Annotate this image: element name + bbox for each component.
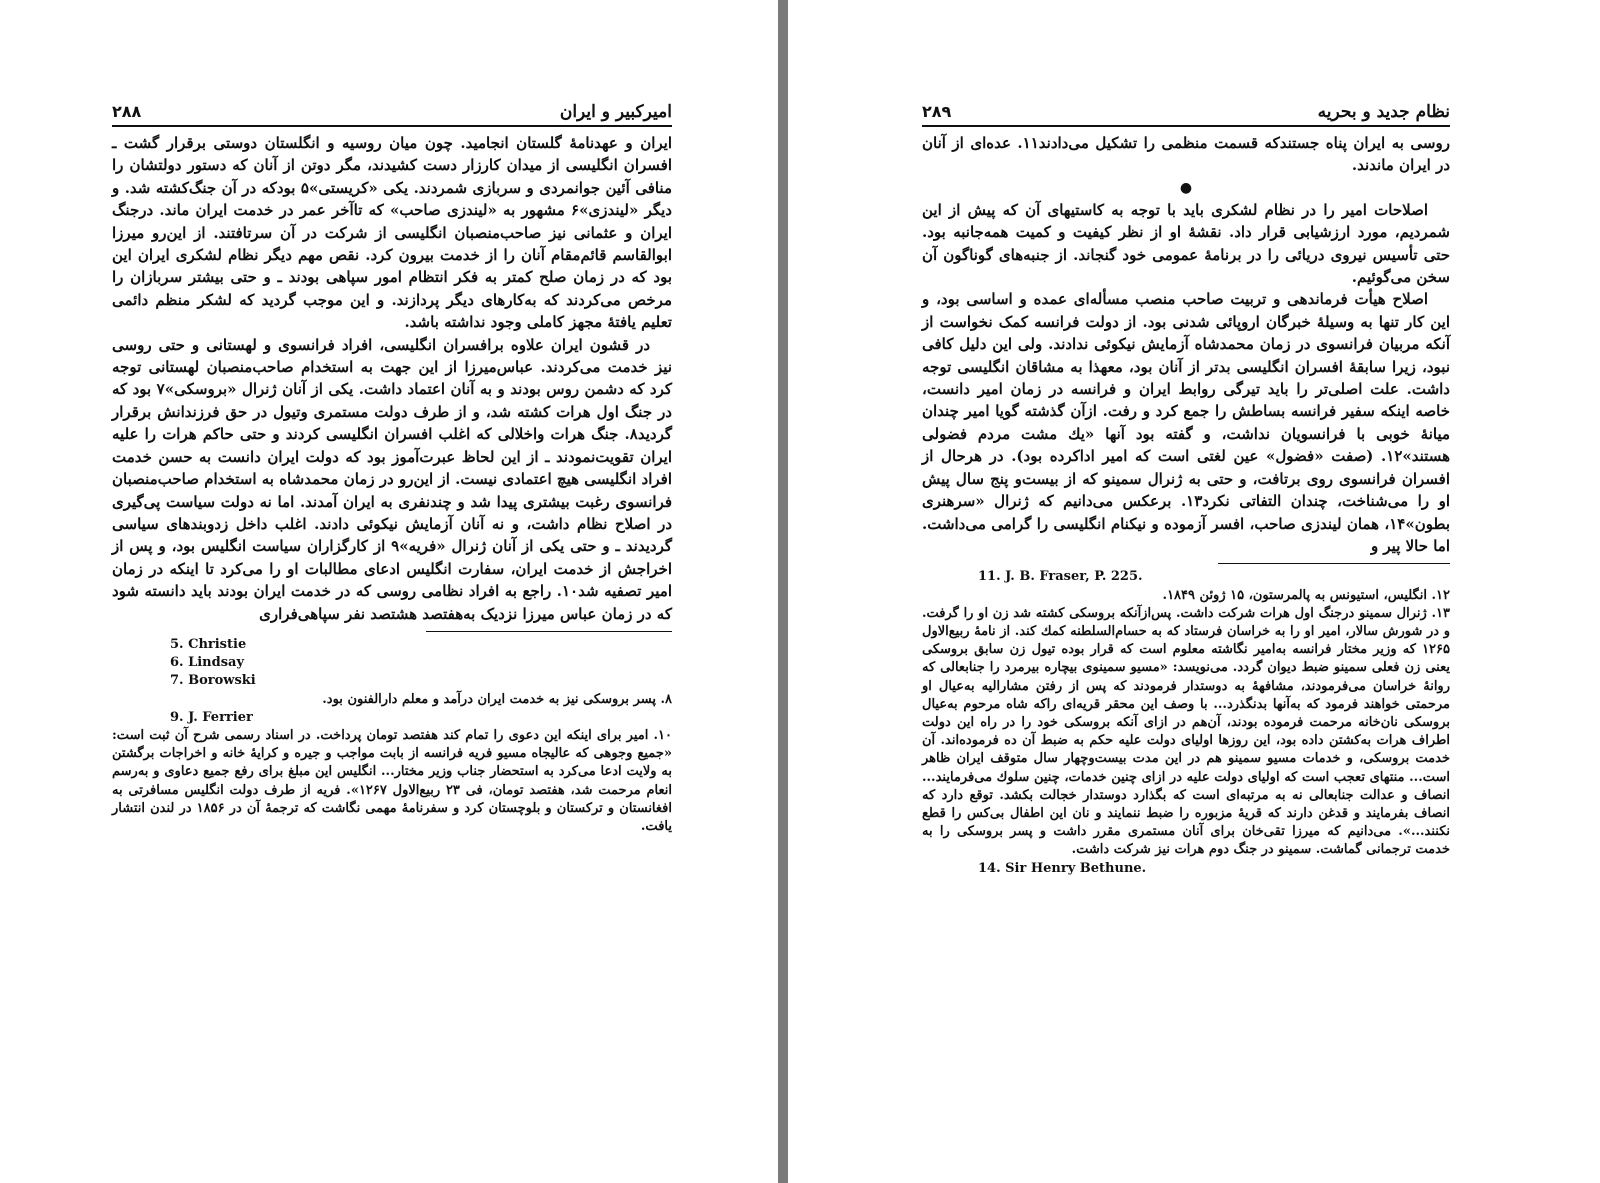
footnote-rule — [426, 631, 672, 632]
paragraph: اصلاح هیأت فرماندهی و تربیت صاحب منصب مسأله‌ای عمده و اساسی بود، و این کار تنها به وسیلهٔ خبرگان اروپائی شدنی بود. از دولت فرانسه کمک نخواست از آنکه مربیان فرانسوی در زمان محمدشاه آزمایش نیکوئی ندادند. ولی این دلیل کافی نبود، زیرا سابقهٔ افسران انگلیسی بدتر از آنان بود، معهذا به مشاقان انگلیسی توجه داشت. علت اصلی‌تر را باید تیرگی روابط ایران و فرانسه در زمان امیر دانست، خاصه اینکه سفیر فرانسه بساطش را جمع کرد و رفت. ازآن گذشته گویا امیر چندان میانهٔ خوبی با فرانسویان نداشت، و گفته بود آنها «یك مشت مردم فضولی هستند»۱۲. (صفت «فضول» عین لغتی است که امیر اداکرده بود). در هرحال از افسران فرانسوی روی برتافت، و حتی به ژنرال سمینو که از بیست‌و پنج سال پیش او را می‌شناخت، چندان التفاتی نکرد۱۳. برعکس می‌دانیم که ژنرال «سرهنری بطون»۱۴، همان لیندزی صاحب، افسر آزموده و نیکنام انگلیسی را گرامی می‌داشت. اما حالا پیر و — [922, 290, 1450, 555]
running-title: نظام جدید و بحریه — [1317, 102, 1450, 122]
footnote: ۸. پسر بروسکی نیز به خدمت ایران درآمد و معلم دارالفنون بود. — [322, 691, 672, 707]
footnote: 5. Christie — [170, 636, 247, 652]
footnotes — [922, 568, 1450, 877]
paragraph: در قشون ایران علاوه برافسران انگلیسی، افراد فرانسوی و لهستانی و حتی روسی نیز خدمت می‌کردند. عباس‌میرزا از این جهت به استخدام صاحب‌منصبان لهستانی توجه کرد که دشمن روس بودند و به آنان اعتماد داشت. یکی از آنان ژنرال «بروسکی»۷ بود که در جنگ اول هرات کشته شد، و از طرف دولت مستمری وتیول در حق فرزندانش برقرار گردید۸. جنگ هرات واخلالی که اغلب افسران انگلیسی کردند و حتی حاکم هرات را علیه ایران تقویت‌نمودند ـ از این لحاظ عبرت‌آموز بود که دولت ایران دانست به حسن خدمت افراد انگلیسی هیچ اعتمادی نیست. از این‌رو در زمان محمدشاه به استخدام صاحب‌منصبان فرانسوی رغبت بیشتری پیدا شد و چندنفری به ایران آمدند. اما نه دولت سیاست پی‌گیری در اصلاح نظام داشت، و نه آنان آزمایش نیکوئی دادند. اغلب داخل زدوبندهای سیاسی گردیدند ـ و حتی یکی از آنان ژنرال «فریه»۹ از کارگزاران سیاست انگلیس بود، و پس از اخراجش از خدمت ایران، سفارت انگلیس ادعای مطالبات او را می‌کرد تا اینکه در زمان امیر تصفیه شد۱۰. راجع به افراد نظامی روسی که در خدمت ایران بودند باید دانسته شود که در زمان عباس میرزا نزدیک به‌هفتصد هشتصد نفر سپاهی‌فراری — [112, 335, 672, 623]
paragraph: اصلاحات امیر را در نظام لشکری باید با توجه به کاستیهای آن که پیش از این شمردیم، مورد ارزشیابی قرار داد. نقشهٔ او از نظر کیفیت و کمیت همه‌جانبه بود. حتی تأسیس نیروی دریائی را در برنامهٔ عمومی خود گنجاند. از جنبه‌های گوناگون آن سخن می‌گوئیم. — [922, 200, 1450, 287]
section-separator-star: ● — [1179, 179, 1193, 196]
running-title: امیرکبیر و ایران — [559, 102, 672, 122]
page-right — [922, 100, 1450, 878]
footnotes — [112, 636, 672, 836]
footnote: ۱۳. ژنرال سمینو درجنگ اول هرات شرکت داشت. پس‌ازآنکه بروسکی کشته شد زن او را گرفت. و در شورش سالار، امیر او را به خراسان فرستاد که به حسام‌السلطنه کمك کند. از نامهٔ ربیع‌الاول ۱۲۶۵ که وزیر مختار فرانسه به‌امیر نگاشته معلوم است که قرار بوده تیول زن سابق بروسکی یعنی زن فعلی سمینو ضبط دیوان گردد. می‌نویسد: «مسیو سمینوی بیچاره بیرمرد را جنابعالی که روانهٔ خراسان می‌فرمودند، مشافههٔ به دوستدار فرمودند که پس از رفتن مشارالیه به‌عیال او مرحمتی خواهند فرمود که به‌آنها بدنگذرد... با وصف این محقر قریه‌ای راکه شاه مرحوم به‌عیال بروسکی نان‌خانه مرحمت فرموده بودند، آن‌هم در ازای آنکه بروسکی خود را در راه این دولت اطراف هرات به‌کشتن داده بود، این روزها اولیای دولت علیه حکم به ضبط آن ده فرموده‌اند. آن خدمت بروسکی، و خدمات مسیو سمینو هم در این مدت بیست‌وچهار سال متوقف ایران ظاهر است... منتهای تعجب است که اولیای دولت علیه در ازای چنین خدمات، چنین سلوك می‌فرمایند... انصاف و عدالت جنابعالی نه به مرتبه‌ای است که بگذارد دوستدار خجالت بکشد. توقع دارد که انصاف بفرمایند و قدغن دارند که قریهٔ مزبوره را ضبط ننمایند و نان این اطفال بی‌کس را قطع نکنند...». می‌دانیم که میرزا تقی‌خان برای آنان مستمری مقرر داشت و پسر بروسکی را به خدمت ترجمانی گماشت. سمینو در جنگ دوم هرات نیز شرکت داشت. — [922, 605, 1450, 858]
page-left — [112, 100, 672, 836]
footnote: 6. Lindsay — [170, 655, 245, 671]
page-number: ۲۸۹ — [922, 102, 952, 121]
footnote: 9. J. Ferrier — [170, 709, 253, 725]
footnote: ۱۰. امیر برای اینکه این دعوی را تمام کند هفتصد تومان پرداخت. در اسناد رسمی شرح آن ثبت است: «جمیع وجوهی که عالیجاه مسیو فریه فرانسه از بابت مواجب و جیره و کرایهٔ خانه و اخراجات برگشتن به ولایت ادعا می‌کرد به استحضار جناب وزیر مختار... انگلیس این مبلغ برای رفع جمیع دعاوی و به‌رسم انعام مرحمت شد، هفتصد تومان، فی ۲۳ ربیع‌الاول ۱۲۶۷». فریه از طرف دولت انگلیس مسافرتی به افغانستان و ترکستان و بلوچستان کرد و سفرنامهٔ مهمی نگاشت که ترجمهٔ آن در ۱۸۵۶ در لندن انتشار یافت. — [112, 727, 672, 834]
footnote: 7. Borowski — [170, 673, 256, 689]
page-body — [922, 132, 1450, 557]
page-number: ۲۸۸ — [112, 102, 142, 121]
footnote: 14. Sir Henry Bethune. — [978, 860, 1147, 876]
paragraph: روسی به ایران پناه جستندکه قسمت منظمی را تشکیل می‌دادند۱۱. عده‌ای از آنان در ایران ماندند. — [922, 134, 1450, 175]
page-header — [112, 100, 672, 127]
paragraph: ایران و عهدنامهٔ گلستان انجامید. چون میان روسیه و انگلستان دوستی برقرار گشت ـ افسران انگلیسی از میدان کارزار دست کشیدند، مگر دوتن از آنان که دستور دولتشان را منافی آئین جوانمردی و سربازی شمردند. یکی «کریستی»۵ بودکه در آن جنگ‌کشته شد. و دیگر «لیندزی»۶ مشهور به «لیندزی صاحب» که تاآخر عمر در خدمت ایران ماند. درجنگ ایران و عثمانی نیز صاحب‌منصبان انگلیسی از شرکت در آن سرتافتند. از این‌رو میرزا ابوالقاسم قائم‌مقام آنان را از خدمت بیرون کرد. نقص مهم دیگر نظام لشکری ایران این بود که در زمان صلح کمتر به فکر انتظام امور سپاهی بودند ـ و حتی بیشتر سربازان را مرخص می‌کردند که به‌کارهای دیگر پردازند. و این موجب گردید که لشکر منظم دائمی تعلیم یافتهٔ مجهز کاملی وجود نداشته باشد. — [112, 134, 672, 332]
page-header — [922, 100, 1450, 127]
page-body — [112, 132, 672, 625]
book-spine — [778, 0, 788, 1183]
footnote-rule — [1218, 563, 1450, 564]
footnote: ۱۲. انگلیس، استیونس به پالمرستون، ۱۵ ژوئن ۱۸۴۹. — [1162, 587, 1450, 603]
footnote: 11. J. B. Fraser, P. 225. — [978, 569, 1143, 585]
